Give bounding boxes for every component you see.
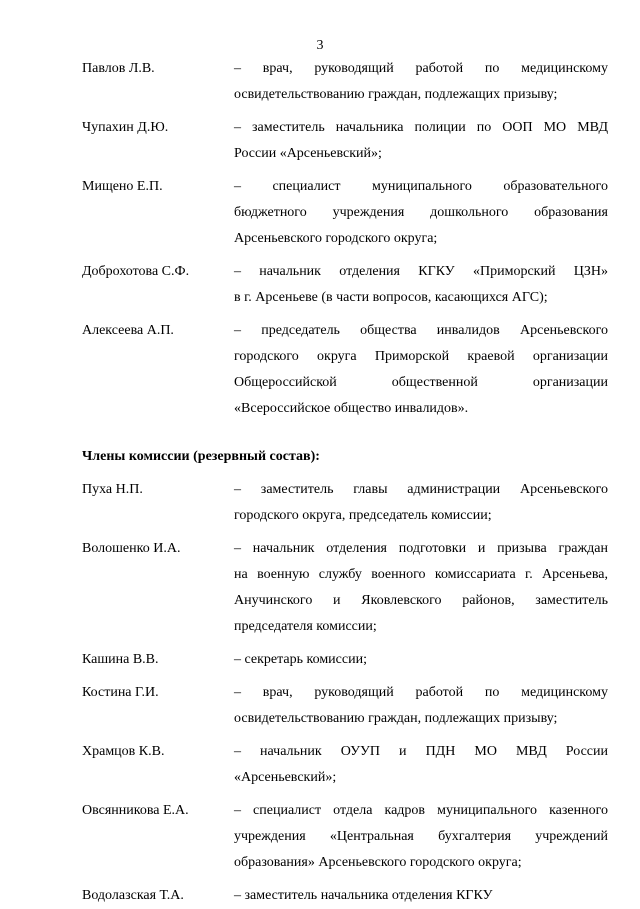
reserve-section-title: Члены комиссии (резервный состав): bbox=[82, 449, 320, 464]
member-row bbox=[82, 536, 608, 640]
member-name: Доброхотова С.Ф. bbox=[82, 264, 190, 279]
role-line: – заместитель начальника полиции по ООП МО МВД bbox=[234, 120, 608, 135]
reserve-members-list bbox=[82, 477, 608, 909]
member-role bbox=[234, 798, 608, 876]
role-line: на военную службу военного комиссариата г. Арсеньева, bbox=[234, 567, 608, 582]
role-line: – специалист муниципального образовательного bbox=[234, 179, 608, 194]
document-body bbox=[82, 56, 608, 909]
role-line: «Всероссийское общество инвалидов». bbox=[234, 401, 469, 416]
role-line: – врач, руководящий работой по медицинскому bbox=[234, 61, 608, 76]
member-row bbox=[82, 739, 608, 791]
member-role bbox=[234, 477, 608, 529]
member-role bbox=[234, 115, 608, 167]
page-number: 3 bbox=[316, 38, 324, 53]
member-role bbox=[234, 739, 608, 791]
role-line: Арсеньевского городского округа; bbox=[234, 231, 438, 246]
role-line: – секретарь комиссии; bbox=[234, 652, 367, 667]
member-role bbox=[234, 647, 608, 673]
member-name: Костина Г.И. bbox=[82, 685, 159, 700]
role-line: – врач, руководящий работой по медицинскому bbox=[234, 685, 608, 700]
member-name: Храмцов К.В. bbox=[82, 744, 165, 759]
role-line: Общероссийской общественной организации bbox=[234, 375, 608, 390]
role-line: в г. Арсеньеве (в части вопросов, касающихся АГС); bbox=[234, 290, 548, 305]
role-line: – заместитель главы администрации Арсеньевского bbox=[234, 482, 608, 497]
role-line: – специалист отдела кадров муниципального казенного bbox=[234, 803, 608, 818]
member-row bbox=[82, 174, 608, 252]
member-name: Волошенко И.А. bbox=[82, 541, 181, 556]
role-line: бюджетного учреждения дошкольного образования bbox=[234, 205, 608, 220]
member-row bbox=[82, 56, 608, 108]
role-line: – председатель общества инвалидов Арсеньевского bbox=[234, 323, 608, 338]
role-line: – начальник ОУУП и ПДН МО МВД России bbox=[234, 744, 608, 759]
member-row bbox=[82, 883, 608, 909]
member-row bbox=[82, 647, 608, 673]
member-row bbox=[82, 259, 608, 311]
member-role bbox=[234, 883, 608, 909]
member-row bbox=[82, 115, 608, 167]
role-line: учреждения «Центральная бухгалтерия учреждений bbox=[234, 829, 608, 844]
member-row bbox=[82, 318, 608, 422]
member-name: Кашина В.В. bbox=[82, 652, 159, 667]
member-name: Павлов Л.В. bbox=[82, 61, 155, 76]
member-row bbox=[82, 477, 608, 529]
member-role bbox=[234, 680, 608, 732]
role-line: образования» Арсеньевского городского округа; bbox=[234, 855, 522, 870]
role-line: – начальник отделения КГКУ «Приморский ЦЗН» bbox=[234, 264, 608, 279]
member-role bbox=[234, 259, 608, 311]
member-name: Мищено Е.П. bbox=[82, 179, 163, 194]
member-role bbox=[234, 536, 608, 640]
member-row bbox=[82, 680, 608, 732]
role-line: «Арсеньевский»; bbox=[234, 770, 337, 785]
role-line: председателя комиссии; bbox=[234, 619, 377, 634]
role-line: освидетельствованию граждан, подлежащих призыву; bbox=[234, 87, 558, 102]
member-role bbox=[234, 318, 608, 422]
member-name: Чупахин Д.Ю. bbox=[82, 120, 169, 135]
role-line: – заместитель начальника отделения КГКУ bbox=[234, 888, 493, 903]
role-line: освидетельствованию граждан, подлежащих призыву; bbox=[234, 711, 558, 726]
commission-members-list bbox=[82, 56, 608, 422]
member-name: Водолазская Т.А. bbox=[82, 888, 184, 903]
member-row bbox=[82, 798, 608, 876]
role-line: городского округа Приморской краевой организации bbox=[234, 349, 608, 364]
role-line: – начальник отделения подготовки и призыва граждан bbox=[234, 541, 608, 556]
role-line: городского округа, председатель комиссии; bbox=[234, 508, 492, 523]
member-role bbox=[234, 56, 608, 108]
member-role bbox=[234, 174, 608, 252]
member-name: Пуха Н.П. bbox=[82, 482, 143, 497]
role-line: Анучинского и Яковлевского районов, заместитель bbox=[234, 593, 608, 608]
member-name: Овсянникова Е.А. bbox=[82, 803, 189, 818]
member-name: Алексеева А.П. bbox=[82, 323, 174, 338]
role-line: России «Арсеньевский»; bbox=[234, 146, 382, 161]
